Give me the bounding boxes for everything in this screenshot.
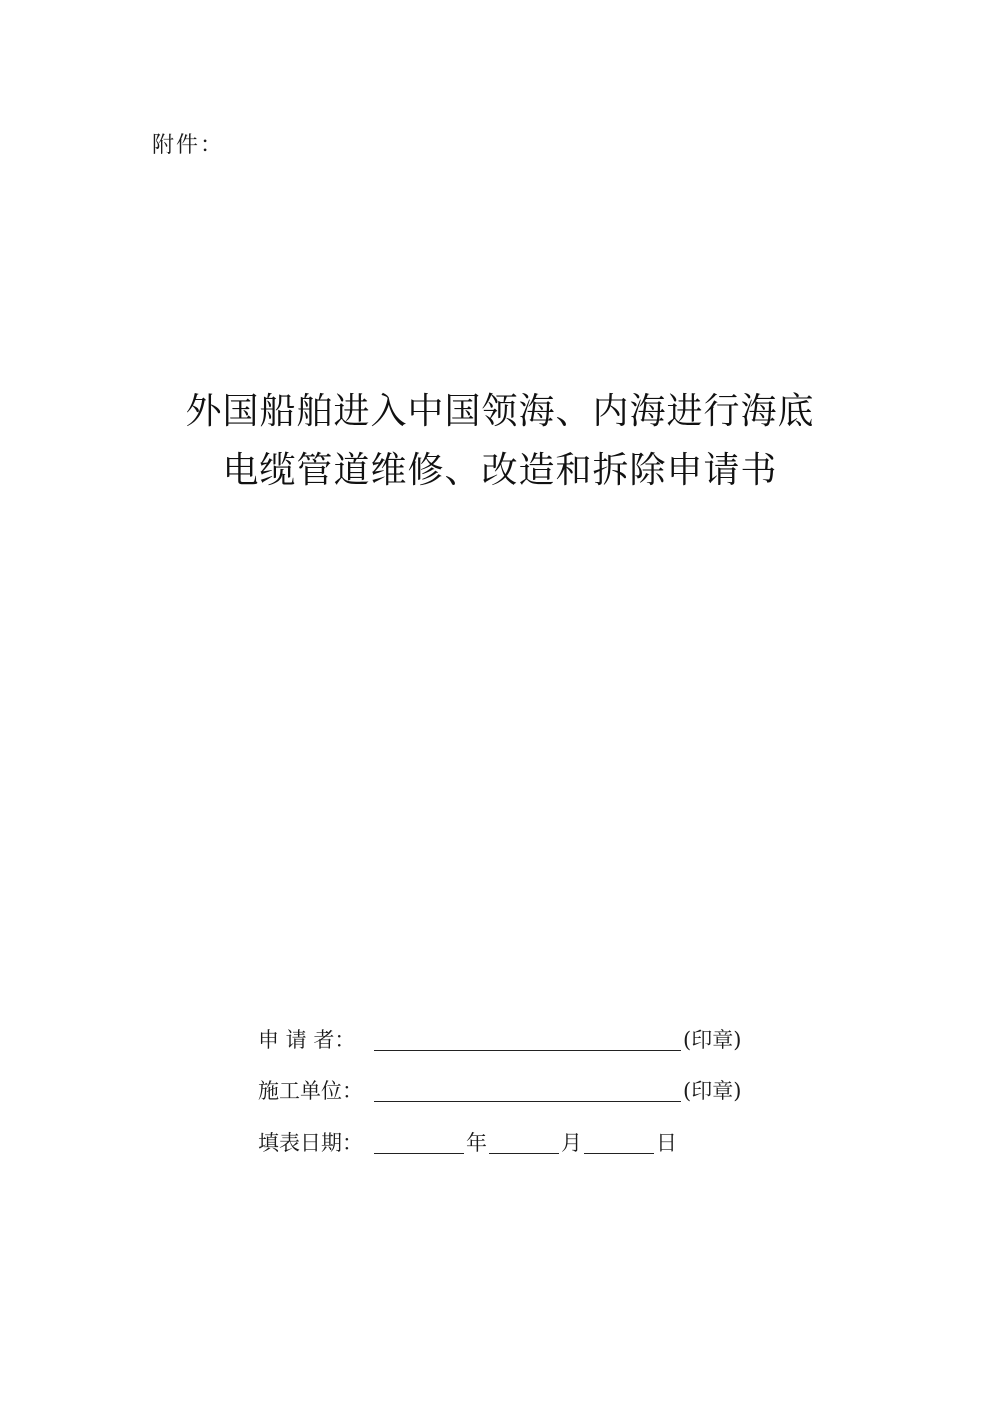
document-title-line-1: 外国船舶进入中国领海、内海进行海底: [185, 391, 815, 432]
applicant-label: 申 请 者：: [258, 1028, 356, 1052]
applicant-field[interactable]: [374, 1028, 681, 1051]
month-field[interactable]: [489, 1131, 559, 1154]
year-unit: 年: [466, 1131, 487, 1155]
contractor-field[interactable]: [374, 1079, 681, 1102]
contractor-seal-label: (印章): [683, 1079, 742, 1103]
year-field[interactable]: [374, 1131, 464, 1154]
day-unit: 日: [656, 1131, 677, 1155]
day-field[interactable]: [584, 1131, 654, 1154]
applicant-seal-label: (印章): [683, 1028, 742, 1052]
attachment-label: 附件：: [152, 133, 225, 158]
month-unit: 月: [561, 1131, 582, 1155]
document-title-line-2: 电缆管道维修、改造和拆除申请书: [222, 450, 778, 491]
date-row: [258, 1127, 679, 1157]
contractor-label: 施工单位：: [258, 1079, 363, 1103]
applicant-row: [258, 1024, 741, 1054]
date-label: 填表日期：: [258, 1131, 363, 1155]
contractor-row: [258, 1075, 741, 1105]
